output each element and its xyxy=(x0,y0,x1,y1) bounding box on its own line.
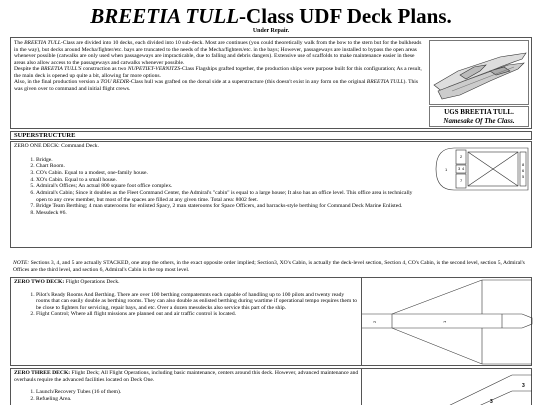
zero-two-deck-list xyxy=(36,292,359,318)
list-item: 7. Bridge Team Berthing; 4 man staterooms for enlisted Spacy, 2 man staterooms for Space Officers, and barracks-style berthing for Command Deck Marine Enlisted. xyxy=(36,203,424,210)
command-deck-diagram xyxy=(432,144,531,194)
diagram-label: 4 xyxy=(462,166,465,171)
diagram-label: 6 xyxy=(522,168,525,173)
diagram-label: 2 xyxy=(460,154,463,159)
zero-one-deck-list xyxy=(36,157,424,217)
zero-three-deck-section xyxy=(10,368,532,405)
intro-paragraph-2: Despite the BREETIA TULL'S construction as two NUPETIET-VERNITZS-Class Flagships grafted together, the production ships were purpose built for this configuration; As a result, the main deck is opened up quite a bit, allowing far more options. xyxy=(14,66,422,79)
diagram-label: 3 xyxy=(522,383,525,389)
list-item: 2. Flight Control; Where all flight missions are planned out and air traffic control is located. xyxy=(36,311,359,318)
intro-text xyxy=(14,40,424,92)
page-subtitle: Under Repair. xyxy=(252,28,290,34)
caption-subtitle: Namesake Of The Class. xyxy=(443,116,515,125)
zero-one-deck-section xyxy=(10,141,532,248)
flight-ops-deck-diagram xyxy=(361,278,532,366)
title-rest: -Class UDF Deck Plans. xyxy=(239,4,452,28)
deck-outline-lower xyxy=(362,328,532,364)
zero-three-deck-list xyxy=(36,389,359,402)
diagram-label: 7 xyxy=(460,178,463,183)
ship-drawing xyxy=(430,41,529,105)
page-title xyxy=(10,6,532,27)
list-item: 1. Launch/Recovery Tubes (16 of them). xyxy=(36,389,359,396)
list-item: 3. CO's Cabin. Equal to a modest, one-family house. xyxy=(36,170,424,177)
zero-one-deck-heading: ZERO ONE DECK: Command Deck. xyxy=(14,143,99,149)
deck-central-spine xyxy=(392,314,532,328)
title-italic: BREETIA TULL xyxy=(90,4,240,28)
deck-outline-upper xyxy=(442,375,532,405)
list-item: 4. XO's Cabin. Equal to a small house. xyxy=(36,177,424,184)
list-item: 5. Admiral's Offices; An actual 800 square foot office complex. xyxy=(36,183,424,190)
diagram-label: 5 xyxy=(522,174,525,179)
list-item: 1. Pilot's Ready Rooms And Berthing. There are over 100 berthing compatemnts each capable of handling up to 100 pilots and twenty ready rooms that can easily double as berthing rooms. They can also double as enlisted berthing during wartime if operational tempo requires them to be close to fighters for servicing, repair bays, and etc. Over a dozen messdecks also service this part of the ship. xyxy=(36,292,359,312)
list-item: 6. Admiral's Cabin; Since it doubles as the Fleet Command Center, the Admiral's "cabin" is equal to a large house; It also has an office level. This office area is technically open to any crew member, but most of the spaces are filled at any given time. Total area: 8002 feet. xyxy=(36,190,424,203)
diagram-label: 3 xyxy=(458,166,461,171)
flight-deck-plan xyxy=(362,369,533,405)
zero-two-deck-section xyxy=(10,277,532,366)
zero-two-deck-text xyxy=(14,279,359,318)
note-text: Sections 3, 4, and 5 are actually STACKED, one atop the others, in the exact opposite order implied; Section3, XO's Cabin, is actually the deck-level section, Section 4, CO's Cabin, is the second level, section 5, Admiral's Offices are the third level, and section 6, Admiral's Cabin is the top most level. xyxy=(13,260,525,273)
list-item: 2. Chart Room. xyxy=(36,163,424,170)
superstructure-heading: SUPERSTRUCTURE xyxy=(10,131,532,140)
zero-three-deck-text xyxy=(14,370,359,402)
intro-paragraph-3: Also, in the final production version a TOU REDIR-Class hull was grafted on the dorsal side at a superstructure (this doesn't exist in any form on the original BREETIA TULL). This was given over to command and initial flight crews. xyxy=(14,79,419,92)
zero-three-deck-heading: ZERO THREE DECK: Flight Deck; All Flight Operations, including basic maintenance, centers around this deck. However, advanced maintenance and overhauls require the advanced facilities located on Deck One. xyxy=(14,370,359,383)
diagram-label: 8 xyxy=(522,162,525,167)
diagram-label: 1 xyxy=(442,320,447,323)
note-label: NOTE: xyxy=(13,260,30,266)
ship-caption xyxy=(429,106,529,127)
intro-paragraph-1: The BREETIA TULL-Class are divided into 10 decks, each divided into 10 sub-deck. Most are continues (you could theoretically walk from the bow to the stern but for the bulkheads in the way), but decks around Mecha/fighter/etc. bays are truncated to the needs of the Mecha/fighters/etc. in the bays; However, passageways are installed to bypass the open areas whenever possible (catwalks are only used when passageways are impracticable, due to falling and debris dangers). Extensive use of scaffolds to make maintenance easier in these areas also allow access to the passageways and catwalks whenever possible. xyxy=(14,40,422,66)
intro-section xyxy=(10,37,532,129)
list-item: 2. Refueling Area. xyxy=(36,396,359,403)
caption-title: UGS BREETIA TULL. xyxy=(444,108,514,116)
flight-ops-deck-plan xyxy=(362,278,533,366)
list-item: 8. Messdeck #6. xyxy=(36,210,424,217)
ship-illustration xyxy=(429,40,529,105)
page-header xyxy=(10,6,532,35)
zero-one-deck-text xyxy=(14,143,424,217)
deck-outline-inner xyxy=(472,391,532,405)
zero-two-deck-heading: ZERO TWO DECK: Flight Operations Deck. xyxy=(14,279,120,285)
deck-outline-upper xyxy=(362,280,532,314)
command-deck-plan xyxy=(432,144,531,194)
diagram-label: 2 xyxy=(372,320,377,323)
flight-deck-diagram xyxy=(361,369,532,405)
diagram-label: 1 xyxy=(445,167,448,172)
stacking-note xyxy=(10,260,532,273)
diagram-label: 3 xyxy=(490,399,493,405)
list-item: 1. Bridge. xyxy=(36,157,424,164)
